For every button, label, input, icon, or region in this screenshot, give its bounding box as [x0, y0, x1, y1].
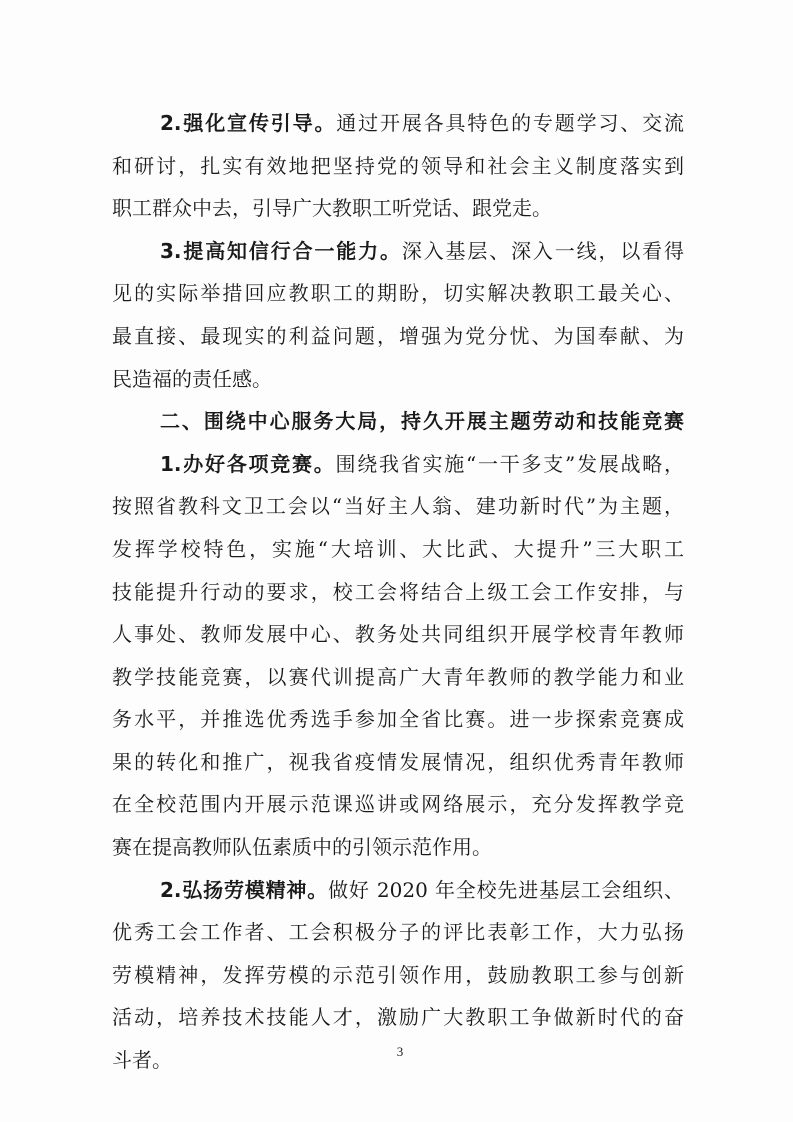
p2-line-2: 见的实际举措回应教职工的期盼，切实解决教职工最关心、	[112, 281, 684, 305]
p2-line-3: 最直接、最现实的利益问题，增强为党分忧、为国奉献、为	[112, 324, 684, 348]
p4-line-1	[160, 877, 684, 903]
p3-line-1	[160, 451, 684, 477]
p3-line-2: 按照省教科文卫工会以“当好主人翁、建功新时代”为主题，	[112, 494, 684, 518]
p1-line-1	[160, 110, 684, 136]
p3-line-7: 务水平，并推选优秀选手参加全省比赛。进一步探索竞赛成	[112, 707, 684, 731]
p3-line-3: 发挥学校特色，实施“大培训、大比武、大提升”三大职工	[112, 537, 684, 561]
p4-line-1-text: 做好 2020 年全校先进基层工会组织、	[328, 878, 684, 902]
p3-line-4: 技能提升行动的要求，校工会将结合上级工会工作安排，与	[112, 580, 684, 604]
p2-heading: 3.提高知信行合一能力。	[160, 239, 402, 263]
p1-line-1-text: 通过开展各具特色的专题学习、交流	[336, 111, 685, 135]
p4-heading: 2.弘扬劳模精神。	[160, 878, 329, 902]
p3-line-10: 赛在提高教师队伍素质中的引领示范作用。	[112, 835, 492, 859]
p3-line-6: 教学技能竞赛，以赛代训提高广大青年教师的教学能力和业	[112, 665, 684, 689]
p4-line-5: 斗者。	[112, 1048, 172, 1072]
p1-heading: 2.强化宣传引导。	[160, 111, 337, 135]
page-number: 3	[396, 1044, 404, 1059]
p4-line-3: 劳模精神，发挥劳模的示范引领作用，鼓励教职工参与创新	[112, 963, 684, 987]
p3-line-5: 人事处、教师发展中心、教务处共同组织开展学校青年教师	[112, 622, 684, 646]
p2-line-1	[160, 238, 684, 264]
p4-line-2: 优秀工会工作者、工会积极分子的评比表彰工作，大力弘扬	[112, 920, 684, 944]
p1-line-2: 和研讨，扎实有效地把坚持党的领导和社会主义制度落实到	[112, 154, 684, 178]
section-2-title: 二、围绕中心服务大局，持久开展主题劳动和技能竞赛	[160, 409, 684, 433]
p3-heading: 1.办好各项竞赛。	[160, 452, 336, 476]
p3-line-1-text: 围绕我省实施“一干多支”发展战略，	[335, 452, 685, 476]
p3-line-9: 在全校范围内开展示范课巡讲或网络展示，充分发挥教学竞	[112, 792, 684, 816]
p3-line-8: 果的转化和推广，视我省疫情发展情况，组织优秀青年教师	[112, 750, 684, 774]
p2-line-4: 民造福的责任感。	[112, 367, 272, 391]
p1-line-3: 职工群众中去，引导广大教职工听党话、跟党走。	[112, 196, 552, 220]
p2-line-1-text: 深入基层、深入一线，以看得	[401, 239, 685, 263]
p4-line-4: 活动，培养技术技能人才，激励广大教职工争做新时代的奋	[112, 1005, 684, 1029]
